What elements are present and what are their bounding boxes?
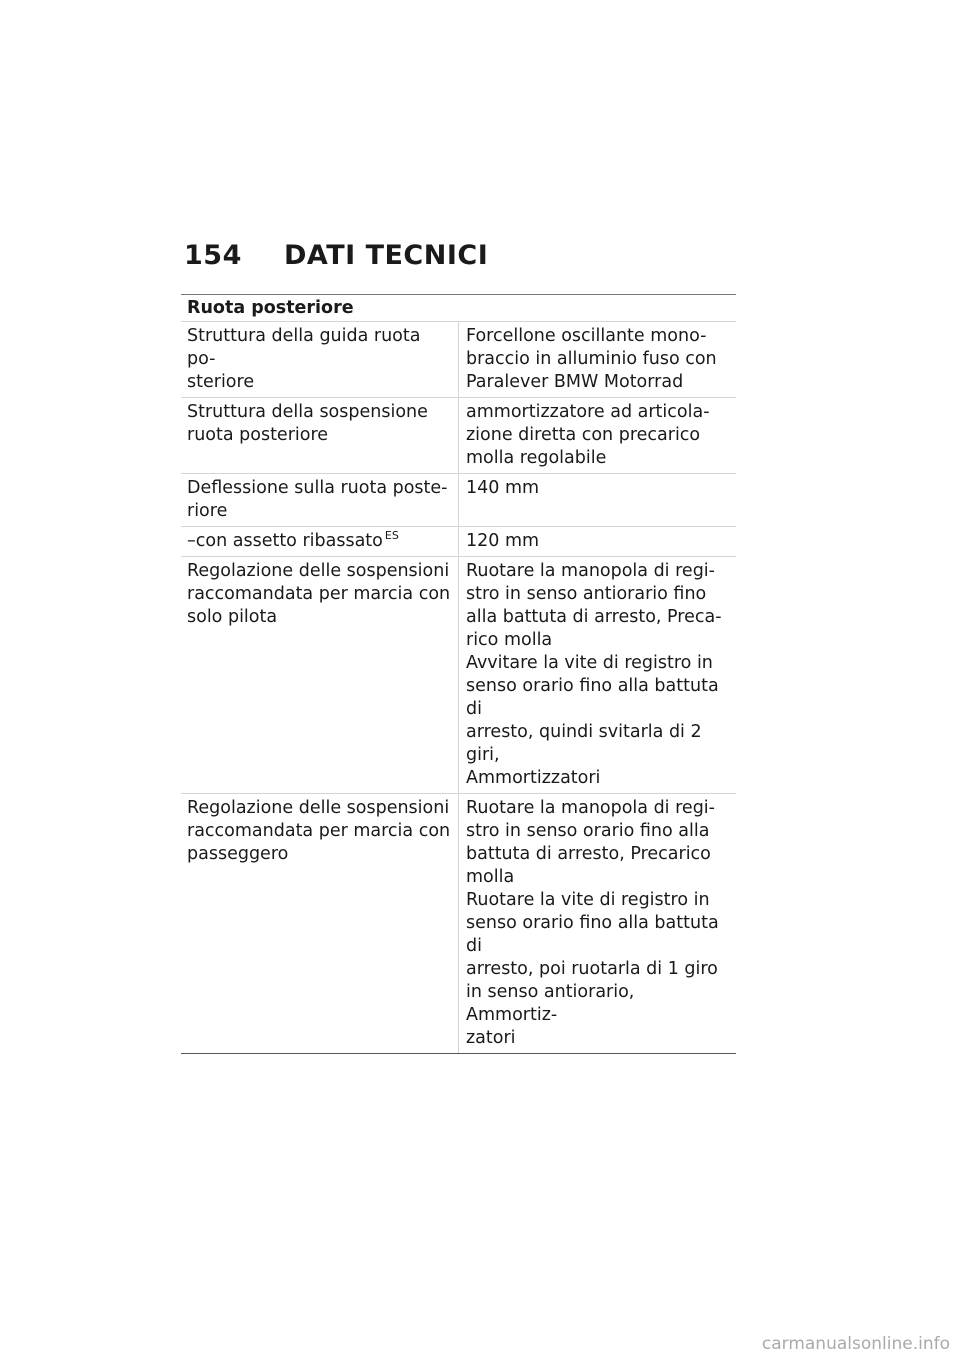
row-label: [181, 557, 459, 794]
table-row: [181, 527, 736, 557]
row-value: [459, 557, 737, 794]
value-line: Avvitare la vite di registro in: [466, 653, 713, 673]
table-row: [181, 398, 736, 474]
table-row: [181, 557, 736, 794]
label-line: Struttura della sospensione: [187, 402, 428, 422]
page-header: [184, 240, 488, 271]
label-line: passeggero: [187, 844, 289, 864]
label-line: riore: [187, 501, 228, 521]
value-line: arresto, quindi svitarla di 2 giri,: [466, 722, 702, 765]
label-line: raccomandata per marcia con: [187, 821, 451, 841]
label-line: solo pilota: [187, 607, 278, 627]
page-title: DATI TECNICI: [284, 240, 489, 271]
label-line: ruota posteriore: [187, 425, 329, 445]
value-line: Paralever BMW Motorrad: [466, 372, 684, 392]
value-line: Ruotare la vite di registro in: [466, 890, 710, 910]
label-line: raccomandata per marcia con: [187, 584, 451, 604]
label-line: Struttura della guida ruota po-: [187, 326, 421, 369]
label-text: –con assetto ribassato: [187, 531, 383, 551]
value-line: 140 mm: [466, 478, 540, 498]
table-row: [181, 794, 736, 1054]
value-line: senso orario fino alla battuta di: [466, 913, 719, 956]
watermark: carmanualsonline.info: [761, 1334, 950, 1354]
value-line: ammortizzatore ad articola-: [466, 402, 710, 422]
value-line: rico molla: [466, 630, 553, 650]
row-value: [459, 322, 737, 398]
row-label: [181, 398, 459, 474]
value-line: battuta di arresto, Precarico: [466, 844, 711, 864]
value-line: Forcellone oscillante mono-: [466, 326, 707, 346]
value-line: arresto, poi ruotarla di 1 giro: [466, 959, 718, 979]
page-number: 154: [184, 240, 242, 271]
value-line: Ruotare la manopola di regi-: [466, 798, 715, 818]
label-line: Regolazione delle sospensioni: [187, 798, 450, 818]
value-line: stro in senso antiorario fino: [466, 584, 707, 604]
value-line: molla: [466, 867, 515, 887]
label-line: steriore: [187, 372, 255, 392]
row-value: [459, 474, 737, 527]
value-line: Ammortizzatori: [466, 768, 601, 788]
row-label: [181, 474, 459, 527]
value-line: 120 mm: [466, 531, 540, 551]
label-line: Deflessione sulla ruota poste-: [187, 478, 448, 498]
value-line: zatori: [466, 1028, 516, 1048]
footnote-marker: ES: [384, 529, 399, 542]
row-label: [181, 794, 459, 1054]
value-line: in senso antiorario, Ammortiz-: [466, 982, 635, 1025]
label-line: Regolazione delle sospensioni: [187, 561, 450, 581]
value-line: Ruotare la manopola di regi-: [466, 561, 715, 581]
table-row: [181, 322, 736, 398]
row-value: [459, 398, 737, 474]
value-line: zione diretta con precarico: [466, 425, 701, 445]
row-value: [459, 794, 737, 1054]
value-line: alla battuta di arresto, Preca-: [466, 607, 722, 627]
section-header-row: [181, 295, 736, 322]
row-label: [181, 527, 459, 557]
row-value: [459, 527, 737, 557]
section-title: Ruota posteriore: [181, 295, 736, 322]
row-label: [181, 322, 459, 398]
value-line: stro in senso orario fino alla: [466, 821, 710, 841]
spec-table: [181, 294, 736, 1054]
label-line: [187, 530, 452, 553]
value-line: braccio in alluminio fuso con: [466, 349, 717, 369]
table-row: [181, 474, 736, 527]
value-line: senso orario fino alla battuta di: [466, 676, 719, 719]
value-line: molla regolabile: [466, 448, 607, 468]
